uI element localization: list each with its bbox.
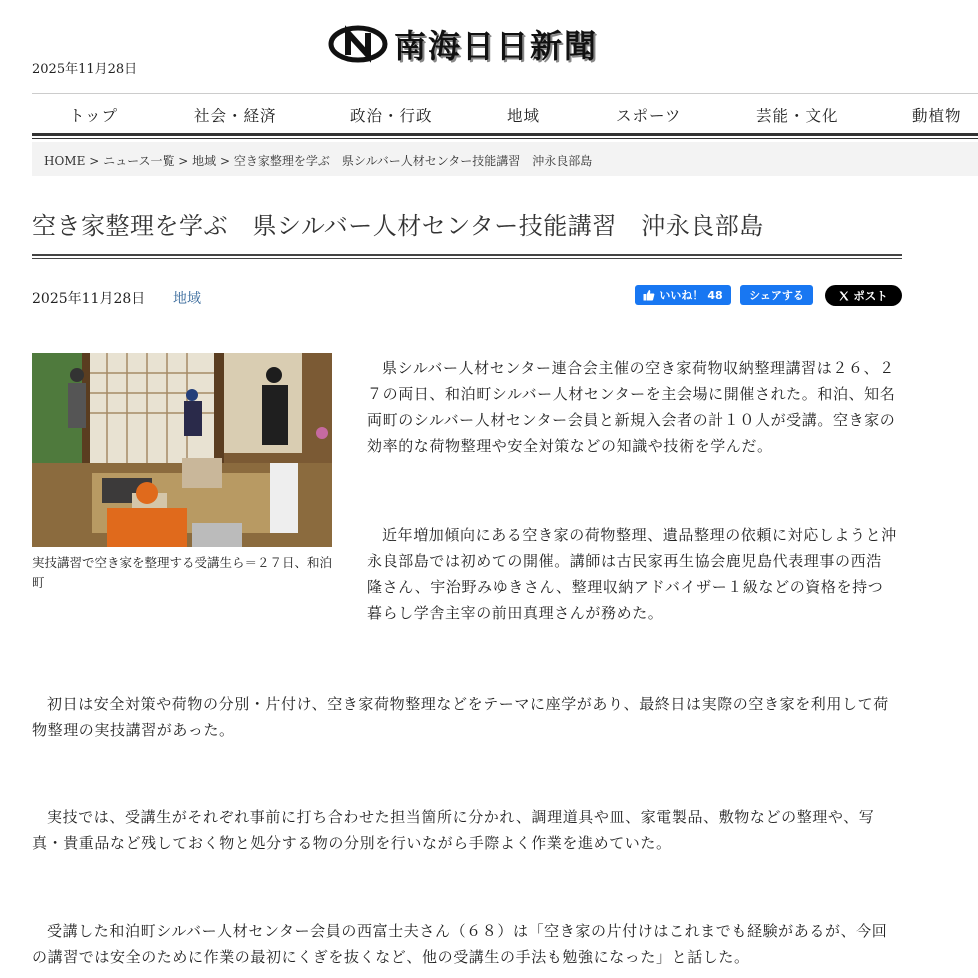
main-nav xyxy=(32,96,978,132)
breadcrumb-home[interactable]: HOME xyxy=(44,154,86,168)
nav-item-politics[interactable]: 政治・行政 xyxy=(350,107,433,125)
x-logo-icon xyxy=(839,291,849,301)
article-paragraph-5: 受講した和泊町シルバー人材センター会員の西富士夫さん（６８）は「空き家の片付けはこれまでも経験があるが、今回の講習では安全のために作業の最初にくぎを抜くなど、他の受講生の手法も勉強になった」と話した。 xyxy=(32,922,888,966)
nav-divider-bottom xyxy=(32,133,978,136)
breadcrumb-separator: > xyxy=(89,154,104,168)
x-post-button[interactable] xyxy=(825,285,902,306)
nav-divider-bottom-thin xyxy=(32,138,978,139)
article-paragraph-1: 県シルバー人材センター連合会主催の空き家荷物収納整理講習は２６、２７の両日、和泊町シルバー人材センターを主会場に開催された。和泊、知名両町のシルバー人材センター会員と新規入会者の計１０人が受講。空き家の効率的な荷物整理や安全対策などの知識や技術を学んだ。 xyxy=(367,359,896,455)
article-date: 2025年11月28日 xyxy=(32,291,146,307)
nav-item-animals-plants[interactable]: 動植物 xyxy=(912,107,962,125)
article-paragraph-4: 実技では、受講生がそれぞれ事前に打ち合わせた担当箇所に分かれ、調理道具や皿、家電製品、敷物などの整理や、写真・貴重品など残しておく物と処分する物の分別を行いながら手際よく作業を進めていた。 xyxy=(32,808,875,852)
article-title: 空き家整理を学ぶ 県シルバー人材センター技能講習 沖永良部島 xyxy=(32,212,764,240)
header-date: 2025年11月28日 xyxy=(32,62,138,77)
nav-item-sports[interactable]: スポーツ xyxy=(616,107,682,125)
breadcrumb-separator: > xyxy=(220,154,234,168)
nankai-logo-icon xyxy=(328,25,388,63)
title-divider xyxy=(32,254,902,256)
photo-caption: 実技講習で空き家を整理する受講生ら＝２７日、和泊町 xyxy=(32,555,333,590)
article-category-link[interactable]: 地域 xyxy=(173,291,201,307)
post-label: ポスト xyxy=(853,288,888,303)
title-divider-thin xyxy=(32,258,902,259)
breadcrumb-current: 空き家整理を学ぶ 県シルバー人材センター技能講習 沖永良部島 xyxy=(233,154,593,168)
facebook-share-button[interactable] xyxy=(740,285,813,305)
breadcrumb-news-list[interactable]: ニュース一覧 xyxy=(103,154,175,168)
logo-text: 南海日日新聞 xyxy=(394,27,599,65)
share-label: シェアする xyxy=(749,289,804,302)
site-logo[interactable] xyxy=(328,22,658,66)
article-paragraph-2: 近年増加傾向にある空き家の荷物整理、遺品整理の依頼に対応しようと沖永良部島では初めての開催。講師は古民家再生協会鹿児島代表理事の西浩隆さん、宇治野みゆきさん、整理収納アドバイザー１級などの資格を持つ暮らし学舎主宰の前田真理さんが務めた。 xyxy=(367,526,897,622)
like-label: いいね！ xyxy=(659,289,704,302)
breadcrumb-separator: > xyxy=(178,154,193,168)
nav-item-region[interactable]: 地域 xyxy=(507,107,541,125)
nav-item-top[interactable]: トップ xyxy=(69,107,119,125)
breadcrumb-region[interactable]: 地域 xyxy=(192,154,217,168)
article-photo xyxy=(32,353,332,547)
nav-item-culture[interactable]: 芸能・文化 xyxy=(756,107,839,125)
thumbs-up-icon xyxy=(643,289,655,301)
nav-divider-top xyxy=(32,93,978,94)
facebook-like-button[interactable] xyxy=(635,285,731,305)
nav-item-society-economy[interactable]: 社会・経済 xyxy=(194,107,277,125)
article-paragraph-3: 初日は安全対策や荷物の分別・片付け、空き家荷物整理などをテーマに座学があり、最終日は実際の空き家を利用して荷物整理の実技講習があった。 xyxy=(32,695,889,739)
breadcrumb xyxy=(32,142,978,176)
like-count: 48 xyxy=(707,288,723,302)
